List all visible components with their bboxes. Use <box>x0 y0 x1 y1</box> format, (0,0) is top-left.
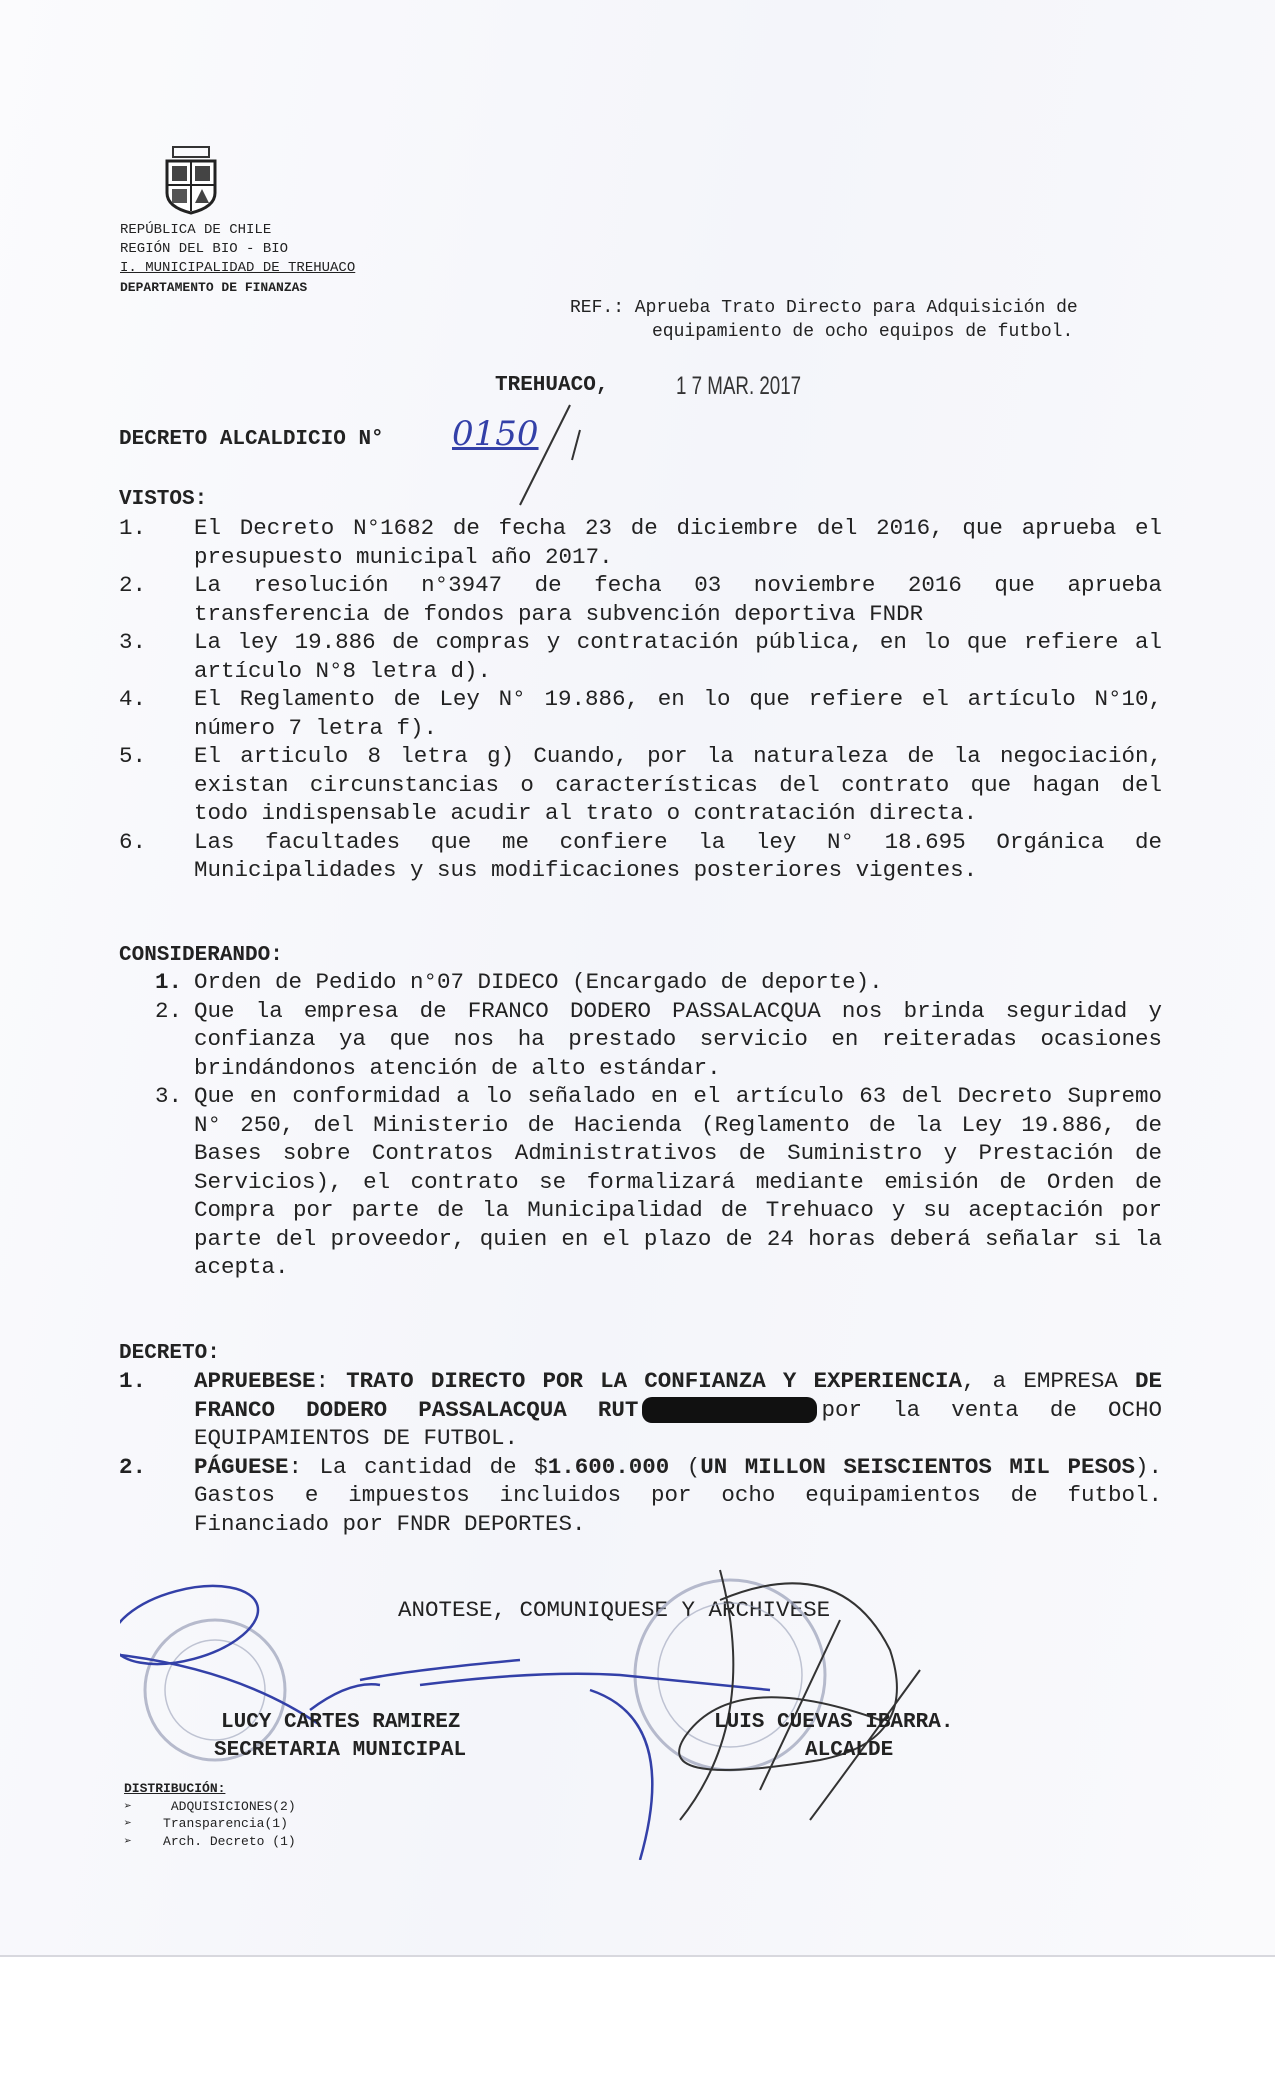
item-number: 2. <box>119 572 147 598</box>
vistos-item <box>119 514 1162 571</box>
item-text: El articulo 8 letra g) Cuando, por la naturaleza de la negociación, existan circunstancias o características del contrato que hagan del todo indispensable acudir al trato o contratación directa. <box>194 743 1162 826</box>
mayor-role: ALCALDE <box>805 1739 894 1762</box>
vistos-title: VISTOS: <box>119 488 208 511</box>
secretary-name: LUCY CARTES RAMIREZ <box>221 1711 461 1734</box>
item-number: 2. <box>155 997 183 1024</box>
ref-line-1: REF.: Aprueba Trato Directo para Adquisición de <box>570 298 1078 318</box>
decreto-item <box>119 1367 1162 1453</box>
item-number: 6. <box>119 828 147 855</box>
secretary-role: SECRETARIA MUNICIPAL <box>214 1739 467 1762</box>
item-number: 5. <box>119 743 147 769</box>
amount-text: : La cantidad de $ <box>288 1453 548 1480</box>
company-name: DE FRANCO DODERO PASSALACQUA RUT <box>194 1368 1162 1423</box>
item-text: El Decreto N°1682 de fecha 23 de diciembre del 2016, que aprueba el presupuesto municipal año 2017. <box>194 515 1162 570</box>
decreto-title: DECRETO: <box>119 1342 220 1365</box>
municipal-coat-of-arms-logo <box>161 145 221 215</box>
item-text: La resolución n°3947 de fecha 03 noviembre 2016 que aprueba transferencia de fondos para subvención deportiva FNDR <box>194 572 1162 627</box>
arrow-bullet-icon: ➢ <box>124 1833 132 1849</box>
distribution-item-label: ADQUISICIONES(2) <box>170 1798 296 1814</box>
company-text: , a EMPRESA <box>962 1368 1135 1394</box>
vistos-item <box>119 571 1162 628</box>
distribution-item <box>124 1833 296 1851</box>
item-number: 3. <box>155 1083 183 1109</box>
issuer-header <box>120 221 355 298</box>
vistos-item <box>119 685 1162 742</box>
vistos-item <box>119 828 1162 885</box>
decreto-item <box>119 1453 1162 1539</box>
place-label: TREHUACO, <box>495 374 609 397</box>
distribution-item-label: Arch. Decreto (1) <box>163 1833 296 1849</box>
closing-formula: ANOTESE, COMUNIQUESE Y ARCHIVESE <box>398 1597 831 1623</box>
sale-text: por la venta de OCHO EQUIPAMIENTOS DE FUTBOL. <box>194 1396 1162 1451</box>
distribution <box>124 1780 296 1850</box>
considerando-item <box>155 968 1162 997</box>
apruebese-label: APRUEBESE <box>194 1368 316 1394</box>
distribution-item-label: Transparencia(1) <box>163 1816 288 1831</box>
paguese-label: PÁGUESE <box>194 1453 289 1480</box>
item-number: 3. <box>119 629 147 655</box>
considerando-item <box>155 997 1162 1083</box>
amount-value: 1.600.000 <box>547 1453 670 1480</box>
considerando-title: CONSIDERANDO: <box>119 944 283 967</box>
paren: ( <box>669 1453 701 1480</box>
item-number: 1. <box>119 1368 147 1394</box>
handwritten-slash-mark <box>500 395 590 515</box>
mayor-name: LUIS CUEVAS IBARRA. <box>714 1711 954 1734</box>
item-text: Orden de Pedido n°07 DIDECO (Encargado de deporte). <box>194 969 883 995</box>
redacted-rut <box>642 1397 817 1423</box>
item-number: 2. <box>119 1453 147 1480</box>
decree-number-handwritten: 0150 <box>452 414 539 454</box>
considerando-item <box>155 1082 1162 1282</box>
country-label: REPÚBLICA DE CHILE <box>120 222 272 238</box>
reference <box>570 296 1078 344</box>
item-number: 4. <box>119 686 147 712</box>
vistos-item <box>119 742 1162 828</box>
arrow-bullet-icon: ➢ <box>124 1816 132 1831</box>
decreto-list <box>119 1367 1162 1538</box>
municipality-label: I. MUNICIPALIDAD DE TREHUACO <box>120 260 356 276</box>
distribution-title: DISTRIBUCIÓN: <box>124 1781 226 1796</box>
item-text: El Reglamento de Ley N° 19.886, en lo que refiere el artículo N°10, número 7 letra f). <box>194 686 1162 741</box>
funding-text: ). Gastos e impuestos incluidos por ocho equipamientos de futbol. Financiado por FNDR DEPORTES. <box>194 1453 1162 1537</box>
item-text: Que la empresa de FRANCO DODERO PASSALACQUA nos brinda seguridad y confianza ya que nos ha prestado servicio en reiteradas ocasiones brindándonos atención de alto estándar. <box>194 997 1162 1081</box>
item-text: Las facultades que me confiere la ley N° 18.695 Orgánica de Municipalidades y sus modificaciones posteriores vigentes. <box>194 828 1162 883</box>
vistos-list <box>119 514 1162 885</box>
distribution-item <box>124 1798 296 1816</box>
ref-line-2: equipamiento de ocho equipos de futbol. <box>652 322 1074 342</box>
item-number: 1. <box>119 515 147 541</box>
item-text: Que en conformidad a lo señalado en el artículo 63 del Decreto Supremo N° 250, del Ministerio de Hacienda (Reglamento de la Ley 19.886, de Bases sobre Contratos Administrativos de Suministro y Prestación de Servicios), el contrato se formalizará mediante emisión de Orden de Compra por parte de la Municipalidad de Trehuaco y su aceptación por parte del proveedor, quien en el plazo de 24 horas deberá señalar si la acepta. <box>194 1083 1162 1280</box>
arrow-bullet-icon: ➢ <box>124 1798 132 1814</box>
department-label: DEPARTAMENTO DE FINANZAS <box>120 280 308 295</box>
separator: : <box>315 1368 347 1394</box>
region-label: REGIÓN DEL BIO - BIO <box>120 241 289 257</box>
decree-label: DECRETO ALCALDICIO N° <box>119 428 384 451</box>
distribution-item <box>124 1815 296 1833</box>
item-number: 1. <box>155 969 183 995</box>
direct-deal-text: TRATO DIRECTO POR LA CONFIANZA Y EXPERIENCIA <box>346 1368 963 1394</box>
considerando-list <box>155 968 1162 1282</box>
date-stamp: 1 7 MAR. 2017 <box>676 372 802 400</box>
vistos-item <box>119 628 1162 685</box>
amount-words: UN MILLON SEISCIENTOS MIL PESOS <box>700 1453 1135 1480</box>
item-text: La ley 19.886 de compras y contratación pública, en lo que refiere al artículo N°8 letra d). <box>194 629 1162 684</box>
